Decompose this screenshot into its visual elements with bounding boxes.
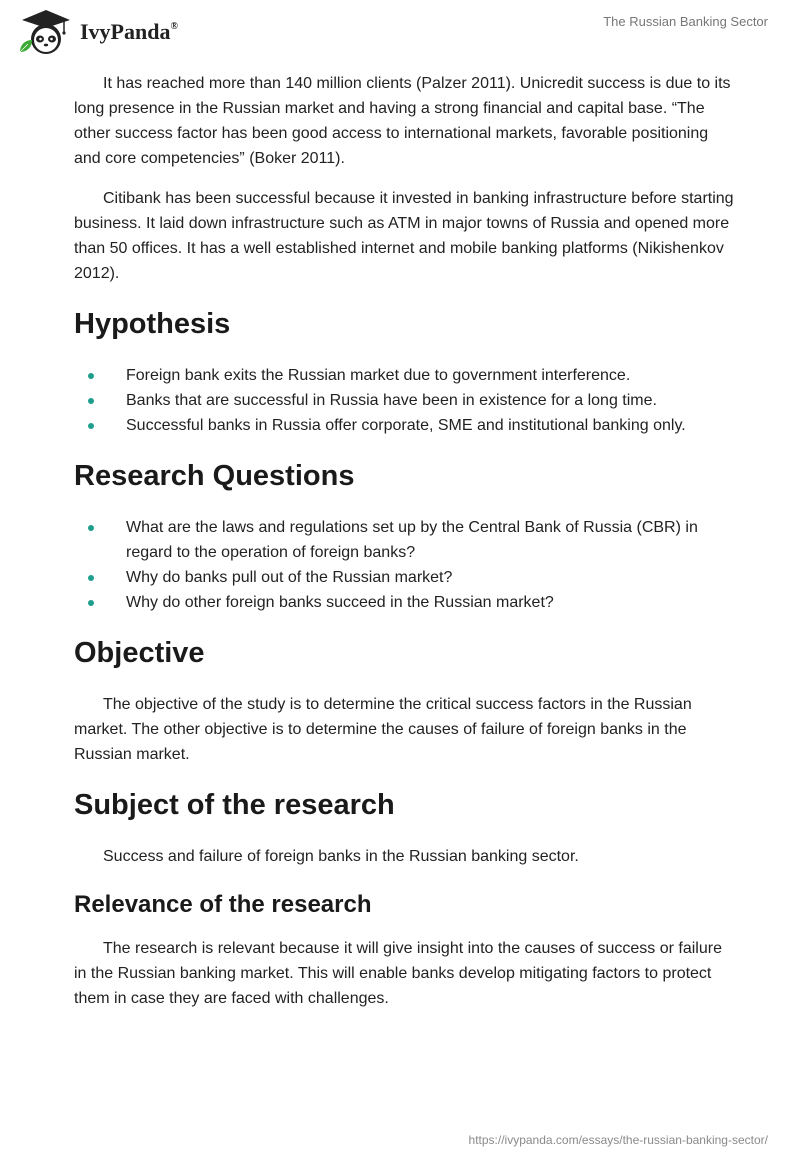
bullet-icon [88, 373, 94, 379]
registered-mark: ® [170, 20, 178, 32]
source-url[interactable]: https://ivypanda.com/essays/the-russian-banking-sector/ [468, 1133, 768, 1147]
subject-heading: Subject of the research [74, 789, 395, 821]
bullet-icon [88, 575, 94, 581]
page-header [0, 0, 800, 62]
objective-paragraph: The objective of the study is to determine the critical success factors in the Russian market. The other objective is to determine the causes of failure of foreign banks in the Russian market. [74, 696, 692, 763]
brand-name[interactable]: IvyPanda® [80, 19, 178, 44]
bullet-icon [88, 398, 94, 404]
essay-content [74, 71, 734, 1026]
ivypanda-logo[interactable] [14, 6, 78, 58]
intro-paragraph-1: It has reached more than 140 million clients (Palzer 2011). Unicredit success is due to its long presence in the Russian market and having a strong financial and capital base. “The other success factor has been good access to international markets, favorable positioning and core competencies” (Boker 2011). [74, 75, 731, 167]
list-item: What are the laws and regulations set up by the Central Bank of Russia (CBR) in regard to the operation of foreign banks? [74, 515, 734, 565]
document-title: The Russian Banking Sector [603, 14, 768, 29]
bullet-icon [88, 600, 94, 606]
list-item: Banks that are successful in Russia have been in existence for a long time. [74, 388, 734, 413]
list-item: Why do banks pull out of the Russian market? [74, 565, 734, 590]
list-item: Successful banks in Russia offer corporate, SME and institutional banking only. [74, 413, 734, 438]
research-questions-list [74, 515, 734, 615]
hypothesis-list [74, 363, 734, 438]
relevance-paragraph: The research is relevant because it will give insight into the causes of success or failure in the Russian banking market. This will enable banks develop mitigating factors to protect them in case they are faced with challenges. [74, 940, 722, 1007]
research-questions-heading: Research Questions [74, 460, 355, 492]
panda-graduate-icon [14, 6, 78, 58]
subject-paragraph: Success and failure of foreign banks in the Russian banking sector. [103, 848, 579, 865]
list-item: Why do other foreign banks succeed in the Russian market? [74, 590, 734, 615]
list-item: Foreign bank exits the Russian market due to government interference. [74, 363, 734, 388]
bullet-icon [88, 525, 94, 531]
objective-heading: Objective [74, 637, 205, 669]
hypothesis-heading: Hypothesis [74, 308, 231, 340]
relevance-heading: Relevance of the research [74, 891, 372, 918]
intro-paragraph-2: Citibank has been successful because it invested in banking infrastructure before starting business. It laid down infrastructure such as ATM in major towns of Russia and opened more than 50 offices. It has a well established internet and mobile banking platforms (Nikishenkov 2012). [74, 190, 734, 282]
bullet-icon [88, 423, 94, 429]
